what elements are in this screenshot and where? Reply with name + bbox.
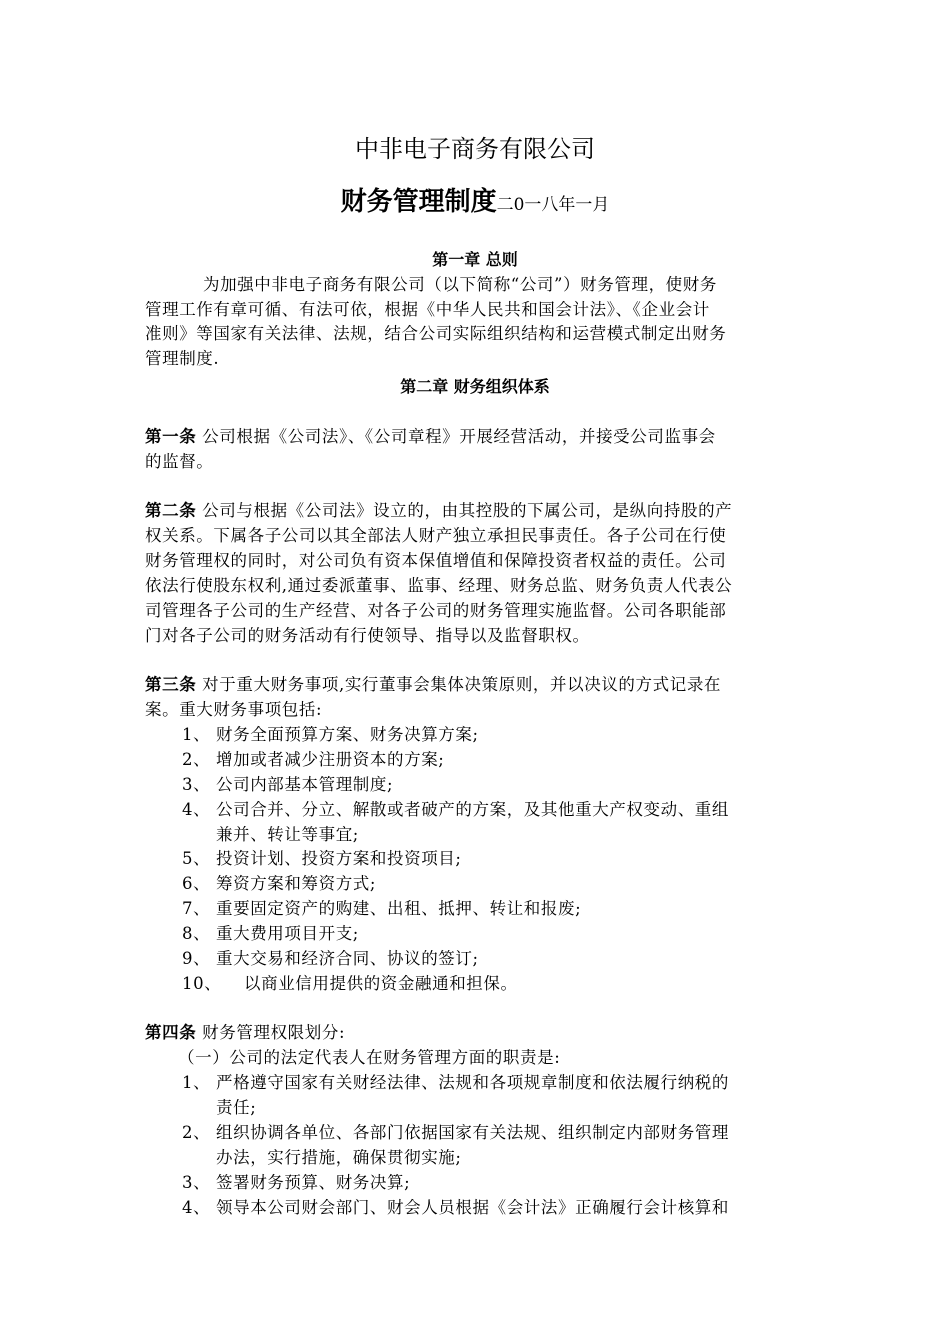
article-3-line — [145, 673, 810, 697]
list-number: 4、 — [182, 800, 211, 819]
list-item — [0, 972, 950, 996]
list-text: 以商业信用提供的资金融通和担保。 — [244, 974, 518, 993]
list-number: 1、 — [182, 725, 211, 744]
list-text: 筹资方案和筹资方式; — [216, 874, 377, 893]
list-text: 重要固定资产的购建、出租、抵押、转让和报废; — [216, 899, 582, 918]
list-text: 组织协调各单位、各部门依据国家有关法规、组织制定内部财务管理 — [216, 1123, 729, 1142]
article-3-text: 对于重大财务事项,实行董事会集体决策原则，并以决议的方式记录在 — [202, 675, 722, 694]
chapter-1-line: 管理制度. — [145, 349, 220, 368]
list-item — [0, 1196, 950, 1220]
list-item — [0, 798, 950, 822]
list-text: 财务全面预算方案、财务决算方案; — [216, 725, 479, 744]
list-item — [0, 1121, 950, 1145]
list-number: 3、 — [182, 775, 211, 794]
list-text: 投资计划、投资方案和投资项目; — [216, 849, 462, 868]
list-number: 3、 — [182, 1173, 211, 1192]
chapter-1-heading: 第一章 总则 — [432, 250, 518, 269]
article-4-subheading: （一）公司的法定代表人在财务管理方面的职责是: — [178, 1048, 561, 1067]
article-1-label: 第一条 — [145, 427, 197, 446]
article-1-line — [145, 425, 810, 449]
list-item — [0, 1071, 950, 1095]
article-1-text: 公司根据《公司法》、《公司章程》开展经营活动，并接受公司监事会 — [202, 427, 716, 446]
list-text: 领导本公司财会部门、财会人员根据《会计法》正确履行会计核算和 — [216, 1198, 729, 1217]
list-text: 签署财务预算、财务决算; — [216, 1173, 411, 1192]
list-item — [0, 922, 950, 946]
list-item-continuation — [0, 823, 950, 847]
list-text: 责任; — [216, 1098, 257, 1117]
list-number: 2、 — [182, 1123, 211, 1142]
list-item — [0, 847, 950, 871]
list-number: 7、 — [182, 899, 211, 918]
list-text: 增加或者减少注册资本的方案; — [216, 750, 445, 769]
list-text: 兼并、转让等事宜; — [216, 825, 359, 844]
list-number: 5、 — [182, 849, 211, 868]
document-date: 二0一八年一月 — [496, 195, 610, 215]
list-text: 重大交易和经济合同、协议的签订; — [216, 949, 479, 968]
chapter-1-line: 准则》等国家有关法律、法规，结合公司实际组织结构和运营模式制定出财务 — [145, 324, 727, 343]
list-text: 公司内部基本管理制度; — [216, 775, 394, 794]
list-text: 重大费用项目开支; — [216, 924, 359, 943]
company-name: 中非电子商务有限公司 — [355, 135, 595, 163]
list-number: 10、 — [182, 974, 222, 993]
list-number: 1、 — [182, 1073, 211, 1092]
article-3-label: 第三条 — [145, 675, 197, 694]
chapter-1-line: 为加强中非电子商务有限公司（以下简称“公司”）财务管理，使财务 — [203, 275, 717, 294]
article-2-line: 财务管理权的同时，对公司负有资本保值增值和保障投资者权益的责任。公司 — [145, 551, 727, 570]
article-2-line: 依法行使股东权利,通过委派董事、监事、经理、财务总监、财务负责人代表公 — [145, 576, 733, 595]
list-number: 2、 — [182, 750, 211, 769]
list-item — [0, 723, 950, 747]
article-2-line: 司管理各子公司的生产经营、对各子公司的财务管理实施监督。公司各职能部 — [145, 601, 727, 620]
list-text: 严格遵守国家有关财经法律、法规和各项规章制度和依法履行纳税的 — [216, 1073, 729, 1092]
list-item — [0, 1171, 950, 1195]
article-2-label: 第二条 — [145, 501, 197, 520]
list-text: 办法，实行措施，确保贯彻实施; — [216, 1148, 462, 1167]
list-item — [0, 748, 950, 772]
article-4-line — [145, 1021, 810, 1045]
list-text: 公司合并、分立、解散或者破产的方案，及其他重大产权变动、重组 — [216, 800, 729, 819]
article-4-label: 第四条 — [145, 1023, 197, 1042]
article-1-line: 的监督。 — [145, 452, 214, 471]
article-2-line: 权关系。下属各子公司以其全部法人财产独立承担民事责任。各子公司在行使 — [145, 526, 727, 545]
article-2-line: 门对各子公司的财务活动有行使领导、指导以及监督职权。 — [145, 626, 590, 645]
list-item-continuation — [0, 1096, 950, 1120]
title-row — [0, 184, 950, 223]
article-3-line: 案。重大财务事项包括: — [145, 700, 323, 719]
list-item-continuation — [0, 1146, 950, 1170]
chapter-1-line: 管理工作有章可循、有法可依，根据《中华人民共和国会计法》、《企业会计 — [145, 300, 710, 319]
list-item — [0, 872, 950, 896]
article-4-text: 财务管理权限划分: — [202, 1023, 346, 1042]
list-number: 6、 — [182, 874, 211, 893]
document-title: 财务管理制度 — [340, 187, 497, 217]
chapter-2-heading: 第二章 财务组织体系 — [400, 377, 550, 396]
article-2-line — [145, 499, 810, 523]
list-item — [0, 947, 950, 971]
article-2-text: 公司与根据《公司法》设立的，由其控股的下属公司，是纵向持股的产 — [202, 501, 733, 520]
list-item — [0, 773, 950, 797]
list-number: 8、 — [182, 924, 211, 943]
list-number: 9、 — [182, 949, 211, 968]
list-number: 4、 — [182, 1198, 211, 1217]
list-item — [0, 897, 950, 921]
